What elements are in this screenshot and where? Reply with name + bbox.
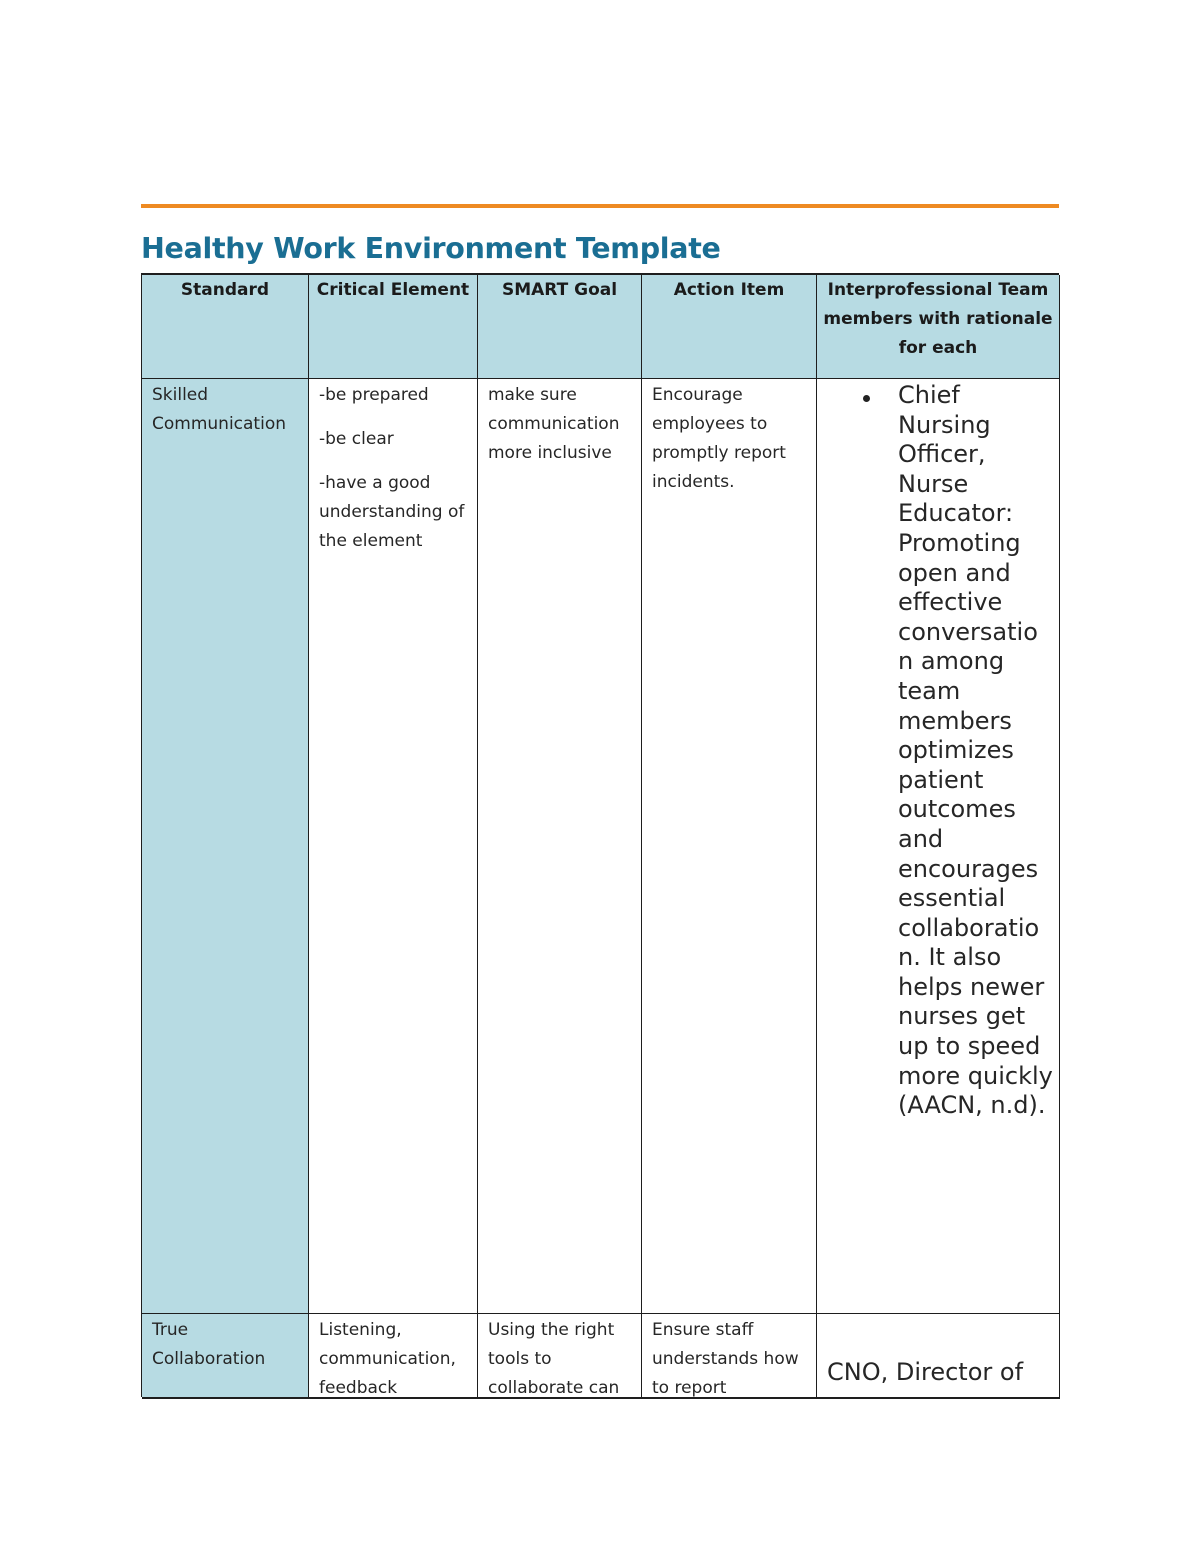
critical-element-cell	[309, 379, 478, 1314]
standard-cell: True Collaboration	[142, 1314, 309, 1399]
bullet-dot-icon	[863, 395, 870, 402]
critical-element-line: -have a good understanding of the element	[319, 473, 465, 551]
standard-cell: Skilled Communication	[142, 379, 309, 1314]
action-item-cell: Ensure staff understands how to report	[642, 1314, 817, 1399]
smart-goal-cell: Using the right tools to collaborate can	[478, 1314, 642, 1399]
smart-goal-cell: make sure communication more inclusive	[478, 379, 642, 1314]
column-header-team-members: Interprofessional Team members with rationale for each	[817, 275, 1060, 379]
column-header-standard: Standard	[142, 275, 309, 379]
hwe-template-table	[141, 273, 1059, 1397]
critical-element-line: -be prepared	[319, 385, 429, 405]
critical-element-cell: Listening, communication, feedback	[309, 1314, 478, 1399]
document-title: Healthy Work Environment Template	[141, 232, 721, 265]
action-item-cell: Encourage employees to promptly report incidents.	[642, 379, 817, 1314]
team-members-cell	[817, 379, 1060, 1314]
team-members-cell: CNO, Director of	[817, 1314, 1060, 1399]
team-rationale-text: Chief Nursing Officer, Nurse Educator: Promoting open and effective conversation among team members optimizes patient outcomes and encourages essential collaboration. It also helps newer nurses get up to speed more quickly (AACN, n.d).	[898, 381, 1053, 1120]
critical-element-line: -be clear	[319, 429, 394, 449]
column-header-action-item: Action Item	[642, 275, 817, 379]
header-accent-rule	[141, 204, 1059, 208]
column-header-critical-element: Critical Element	[309, 275, 478, 379]
column-header-smart-goal: SMART Goal	[478, 275, 642, 379]
